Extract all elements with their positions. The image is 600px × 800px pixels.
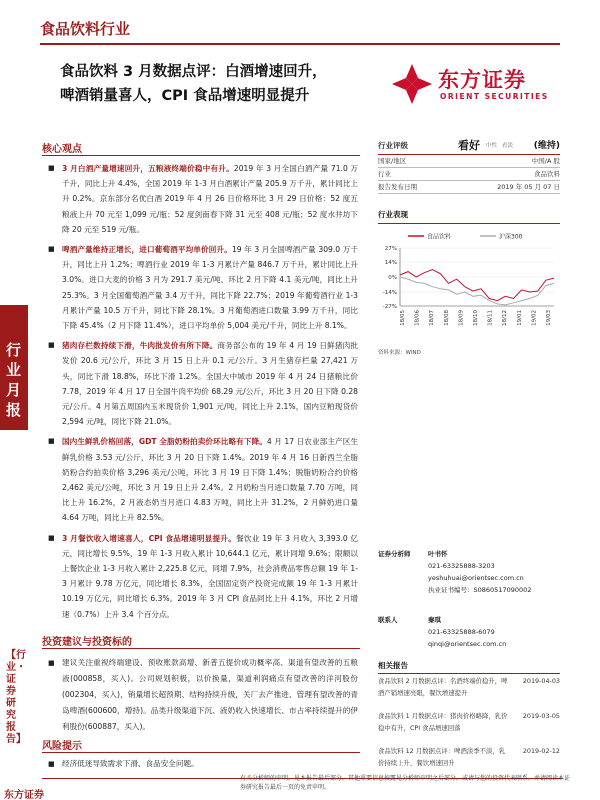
bullet-text: 4 月 17 日农业部主产区生鲜乳价格 3.53 元/公斤，环比 3 月 20 日下降 1.4%。2019 年 4 月 16 日新西兰全脂奶粉合约拍卖价格 3,296 美元/公吨，环比 3 月 19 日下降 1.4%；脱脂奶粉合约价格 2,462 美元/公吨，环比 3 月 19 日上升 2.4%。2 月奶粉当月进口数量 7.70 万吨，同比上升 16.2%，2 月液态奶当月进口 4.83 万吨，同比上升 31.2%，2 月鲜奶进口量 4.64 万吨，同比上升 82.5%。 (62, 437, 358, 523)
rating-row-key: 行业 (378, 170, 391, 178)
risk-list (62, 757, 358, 771)
chart-source: 资料来源：WIND (378, 350, 421, 356)
legend-label: 食品饮料 (427, 233, 452, 241)
rating-row (378, 181, 560, 193)
related-heading: 相关报告 (378, 661, 408, 670)
analyst-block (378, 548, 560, 598)
y-tick-label: -14% (382, 290, 397, 297)
section-label: 食品饮料行业 (40, 20, 131, 38)
x-tick-label: 18/06 (414, 310, 421, 326)
x-tick-label: 18/05 (400, 310, 406, 326)
series-line (400, 277, 554, 305)
contact-role: 联系人 (378, 616, 398, 624)
invest-heading: 投资建议与投资标的 (42, 637, 132, 648)
rating-row-value: 中国/A 股 (531, 157, 560, 165)
x-tick-label: 18/07 (429, 310, 436, 326)
rating-row-key: 国家/地区 (378, 157, 407, 165)
related-title[interactable]: 食品饮料 2 月数据点评：名酒终端价稳升，啤酒产销增速亮眼，餐饮增速提升 (378, 677, 508, 697)
related-date: 2019-03-05 (522, 712, 560, 720)
related-reports (378, 676, 560, 781)
x-tick-label: 18/10 (473, 310, 479, 326)
x-tick-label: 18/08 (443, 310, 450, 326)
rating-bearish: 看淡 (502, 143, 514, 149)
report-title (60, 60, 390, 108)
analyst-email[interactable]: yeshuhuai@orientsec.com.cn (428, 574, 524, 582)
rating-label: 行业评级 (378, 141, 408, 150)
core-bullet (62, 242, 358, 333)
title-line-1: 食品饮料 3 月数据点评：白酒增速回升， (60, 64, 327, 80)
performance-heading: 行业表现 (378, 210, 408, 219)
x-tick-label: 19/02 (531, 310, 538, 326)
logo-mark-icon (390, 62, 434, 106)
bullet-text: 商务部公布的 19 年 4 月 19 日鲜猪肉批发价 20.6 元/公斤，环比 3 月 15 日上升 0.1 元/公斤。3 月生猪存栏量 27,421 万头，同比下滑 18.8%，环比下滑 1.2%。全国大中城市 2019 年 4 月 24 日猪粮比价 7.78，2019 年 4 月 17 日全国牛肉平均价 68.29 元/公斤，环比 3 月 20 日下降 0.28 元/公斤。4 月第五周国内玉米现货价 1,901 元/吨，同比上升 2.1%，国内豆粕现货价 2,594 元/吨，同比下降 21.0%。 (62, 341, 358, 427)
legend-label: 沪深300 (499, 233, 523, 241)
risk-item: ■ 经济低迷导致需求下滑、食品安全问题。 (62, 757, 358, 771)
analyst-role: 证券分析师 (378, 550, 411, 558)
related-report[interactable] (378, 711, 560, 746)
core-bullet (62, 434, 358, 525)
x-tick-label: 19/03 (546, 310, 552, 326)
logo-text-cn: 东方证券 (438, 68, 526, 92)
bullet-text: 2019 年 3 月全国白酒产量 71.0 万千升，同比上升 4.4%，全国 2019 年 1-3 月白酒累计产量 205.9 万千升，累计同比上升 0.2%。京东部分名优白酒 2019 年 4 月 26 日价格环比 3 月 29 日价格：52 度五粮液上升 70 元至 1,099 元/瓶；52 度剑南春下降 31 元至 408 元/瓶；52 度水井坊下降 20 元至 519 元/瓶。 (62, 164, 358, 234)
related-title[interactable]: 食品饮料 1 月数据点评：猪肉价格略降，乳价稳中有升，CPI 食品增速回落 (378, 712, 508, 732)
rating-row-value: 2019 年 05 月 07 日 (497, 183, 560, 191)
report-category: 【行业・证券研究报告】 (6, 650, 26, 745)
rating-row (378, 168, 560, 180)
x-tick-label: 18/12 (502, 310, 509, 326)
performance-chart (378, 230, 560, 345)
core-bullet (62, 531, 358, 622)
title-line-2: 啤酒销量喜人，CPI 食品增速明显提升 (60, 88, 310, 104)
bullet-lead: 3 月白酒产量增速回升，五粮液终端价稳中有升。 (62, 164, 234, 173)
bullet-lead: 3 月餐饮收入增速喜人，CPI 食品增速明显提升。 (62, 533, 237, 543)
core-divider (42, 155, 360, 156)
rating-value: 看好 (458, 139, 480, 152)
risk-divider (42, 752, 360, 753)
contact-name: 秦琪 (428, 616, 441, 624)
x-tick-label: 18/11 (487, 310, 494, 326)
header-divider (40, 43, 560, 45)
report-type: 行业月报 (6, 341, 22, 419)
invest-list (62, 655, 358, 735)
related-title[interactable]: 食品饮料 12 月数据点评：啤酒淡季不淡，乳价持续上升，餐饮增速回升 (378, 747, 506, 767)
analyst-name: 叶书怀 (428, 550, 448, 558)
invest-divider (42, 648, 360, 649)
analyst-license: 执业证书编号：S0860517090002 (428, 586, 532, 594)
risk-heading: 风险提示 (42, 741, 82, 752)
rating-table (378, 138, 560, 194)
rating-row-value: 食品饮料 (534, 170, 560, 178)
logo-text-en: ORIENT SECURITIES (440, 92, 549, 101)
bullet-lead: 啤酒产量维持正增长，进口葡萄酒平均单价回升。 (62, 245, 232, 255)
rating-hold: (维持) (533, 141, 560, 151)
footer-logo: 东方证券 (4, 790, 44, 800)
core-bullet (62, 338, 358, 429)
bullet-text: 19 年 3 月全国啤酒产量 309.0 万千升，同比上升 1.2%；啤酒行业 2019 年 1-3 月累计产量 846.7 万千升，累计同比上升 3.0%。进口大麦的价格 3 月为 291.7 美元/吨，环比 2 月下降 4.1 美元/吨，同比上升 25.3%。3 月全国葡萄酒产量 3.4 万千升，同比下降 22.7%；2019 年葡萄酒行业 1-3 月累计产量 10.5 万千升，同比下降 28.1%。3 月葡萄酒进口数量 3.99 万千升，同比下降 45.4%（2 月下降 11.4%），进口平均单价 5,004 美元/千升，同比上升 8.1%。 (62, 245, 358, 331)
rating-divider (378, 193, 560, 194)
related-date: 2019-02-12 (522, 747, 560, 755)
y-tick-label: 27% (384, 246, 397, 252)
related-divider (378, 673, 560, 674)
y-tick-label: 0% (388, 275, 397, 281)
core-heading: 核心观点 (42, 144, 82, 155)
rating-row (378, 155, 560, 167)
performance-divider (378, 223, 560, 224)
disclaimer: 有关分析师的申明，见本报告最后部分。其他重要信息披露见分析师申明之后部分，或请与您的投资代表联系。并请阅读本证券研究报告最后一页的免责申明。 (240, 775, 571, 791)
y-tick-label: 14% (384, 259, 397, 266)
x-tick-label: 19/01 (516, 310, 523, 326)
x-tick-label: 18/09 (458, 310, 465, 326)
bullet-text: 餐饮业 19 年 3 月收入 3,393.0 亿元，同比增长 9.5%，19 年 1-3 月收入累计 10,644.1 亿元，累计同增 9.6%；限额以上餐饮企业 1-3 月收入累计 2,225.8 亿元，同增 7.9%，社会消费品零售总额 19 年 1-3 月累计 9.78 万亿元，同比增长 8.3%，全国固定资产投资完成额 19 年 1-3 月累计 10.19 万亿元，同比增长 6.3%。2019 年 3 月 CPI 食品同比上升 4.1%，环比 2 月增速（0.7%）上升 3.4 个百分点。 (62, 533, 358, 619)
bullet-lead: 国内生鲜乳价格回落，GDT 全脂奶粉拍卖价环比略有下降。 (62, 437, 267, 447)
rating-row-key: 报告发布日期 (378, 183, 417, 191)
core-bullet (62, 161, 358, 237)
contact-details (378, 626, 560, 650)
core-bullets (62, 161, 358, 627)
rating-main-row (378, 138, 560, 154)
invest-item: ■ 建议关注重视终端建设、预收账款高增、新普五提价成功概率高、渠道有望改善的五粮液(000858，买入)。公司规划积极，以价换量，渠道利润痛点有望改善的洋河股份(002304，买入)，销量增长超预期、结构持续升级，关厂去产推进、管理有望改善的青岛啤酒(600600，增持)。品类升级渠道下沉、液奶收入快速增长、市占率持续提升的伊利股份(600887，买入)。 (62, 655, 358, 735)
related-report[interactable] (378, 676, 560, 711)
analyst-phone: 021-63325888-3203 (428, 562, 495, 570)
bullet-lead: 猪肉存栏数持续下滑，牛肉批发价有所下降。 (62, 341, 218, 351)
related-date: 2019-04-03 (522, 677, 560, 685)
orient-logo (386, 58, 566, 114)
rating-neutral: 中性 (486, 143, 498, 149)
contact-email[interactable]: qinqi@orientsec.com.cn (428, 640, 507, 648)
y-tick-label: -27% (382, 304, 397, 310)
contact-phone: 021-63325888-6079 (428, 628, 495, 636)
